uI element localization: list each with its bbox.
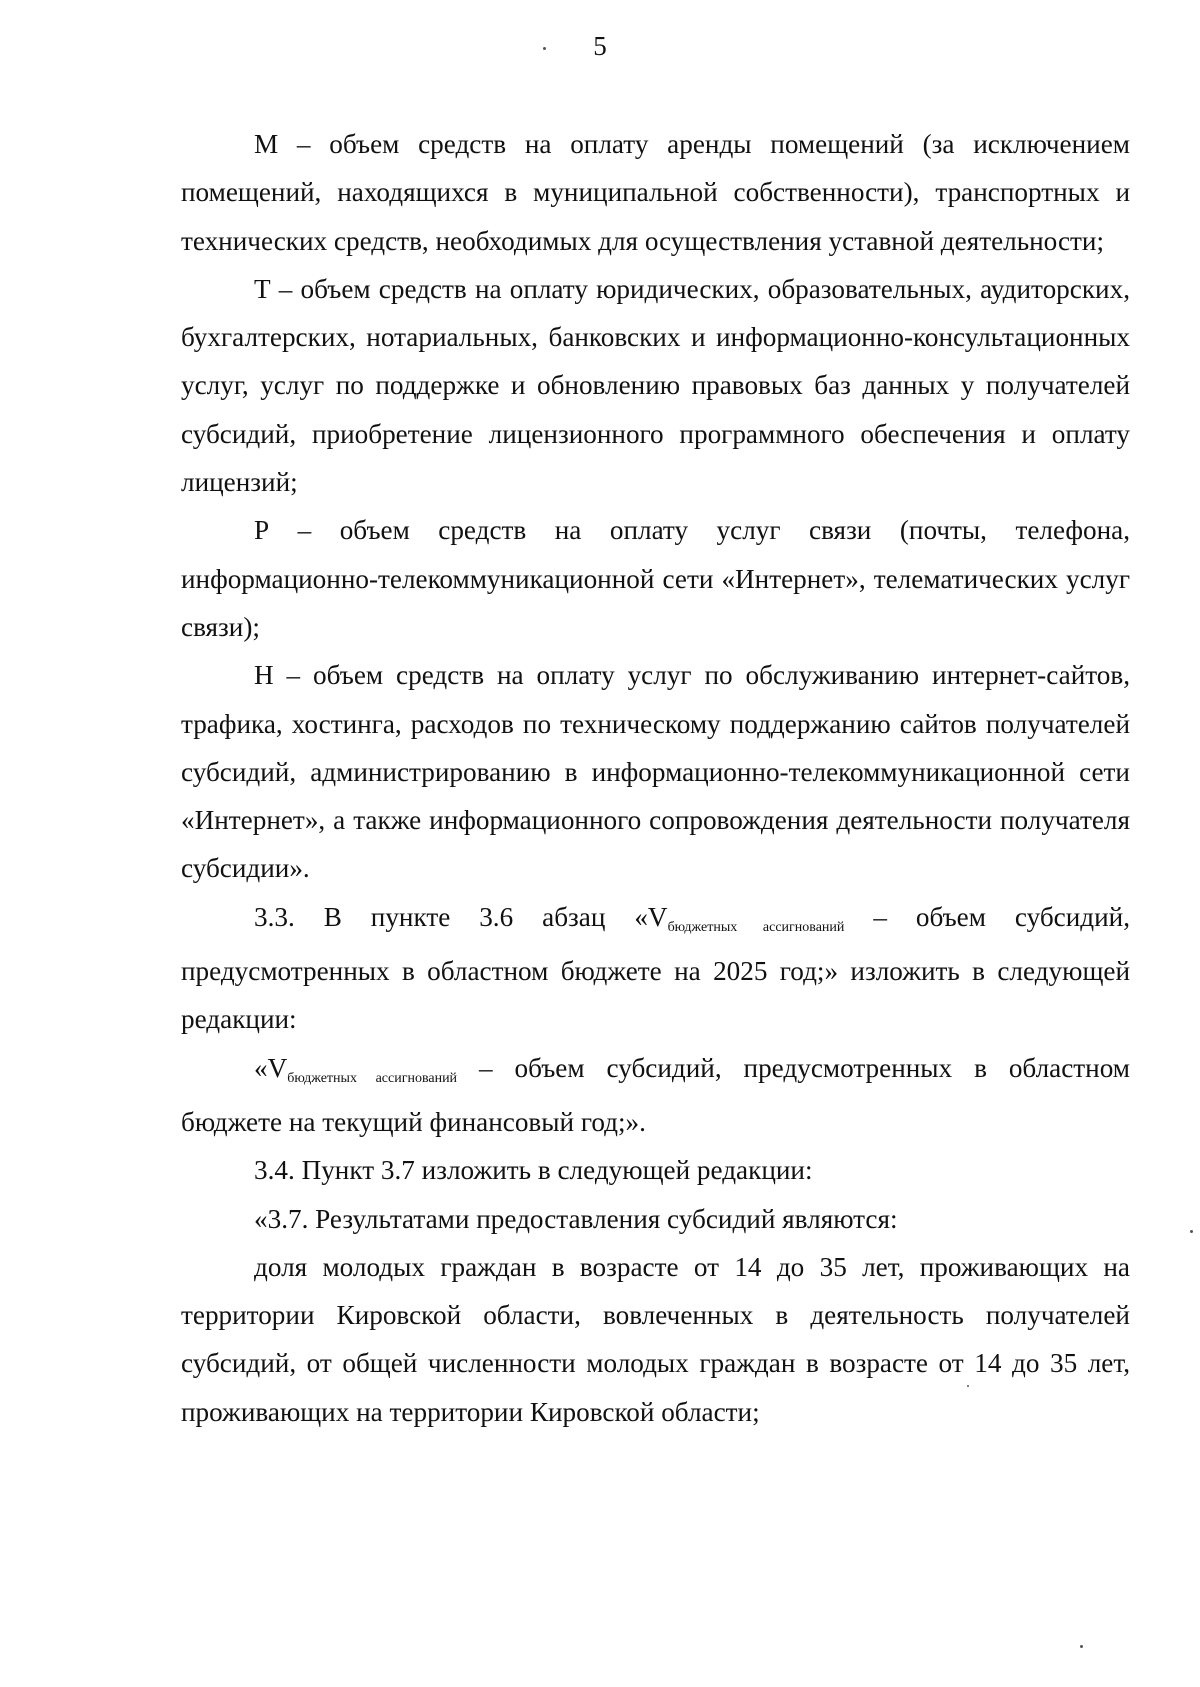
paragraph-h-definition: Н – объем средств на оплату услуг по обслуживанию интернет-сайтов, трафика, хостинга, расходов по техническому поддержанию сайтов получателей субсидий, администрированию в информационно-телекоммуникационной сети «Интернет», а также информационного сопровождения деятельности получателя субсидии». [181, 660, 1130, 884]
scan-speck [1190, 1230, 1193, 1233]
scan-speck [967, 1385, 969, 1387]
v-subscript-2: бюджетных ассигнований [287, 1070, 458, 1086]
paragraph-3-3-text-end: – объем субсидий, предусмотренных в областном бюджете на 2025 год;» изложить в следующей редакции: [181, 901, 1131, 1035]
paragraph-result-share: доля молодых граждан в возрасте от 14 до 35 лет, проживающих на территории Кировской области, вовлеченных в деятельность получателей субсидий, от общей численности молодых граждан в возрасте от 14 до 35 лет, проживающих на территории Кировской области; [181, 1251, 1130, 1427]
paragraph-v-text-end: – объем субсидий, предусмотренных в областном бюджете на текущий финансовый год;». [181, 1052, 1130, 1137]
document-body [181, 120, 1130, 1436]
page-number: 5 [593, 31, 607, 61]
paragraph-t-definition: Т – объем средств на оплату юридических, образовательных, аудиторских, бухгалтерских, нотариальных, банковских и информационно-консультационных услуг, услуг по поддержке и обновлению правовых баз данных у получателей субсидий, приобретение лицензионного программного обеспечения и оплату лицензий; [181, 273, 1130, 498]
scan-speck [543, 47, 546, 50]
paragraph-3-3 [181, 893, 1130, 1044]
scan-speck [1080, 1645, 1083, 1648]
v-subscript: бюджетных ассигнований [667, 919, 845, 935]
paragraph-m-definition: М – объем средств на оплату аренды помещений (за исключением помещений, находящихся в муниципальной собственности), транспортных и технических средств, необходимых для осуществления уставной деятельности; [181, 129, 1130, 256]
paragraph-v-text-start: «V [254, 1052, 288, 1083]
paragraph-3-7-heading: «3.7. Результатами предоставления субсидий являются: [254, 1203, 898, 1234]
paragraph-v-new-wording [181, 1044, 1130, 1147]
paragraph-3-4: 3.4. Пункт 3.7 изложить в следующей редакции: [254, 1155, 813, 1186]
paragraph-p-definition: Р – объем средств на оплату услуг связи (почты, телефона, информационно-телекоммуникационной сети «Интернет», телематических услуг связи); [181, 515, 1130, 642]
paragraph-3-3-text-start: 3.3. В пункте 3.6 абзац «V [254, 901, 668, 932]
